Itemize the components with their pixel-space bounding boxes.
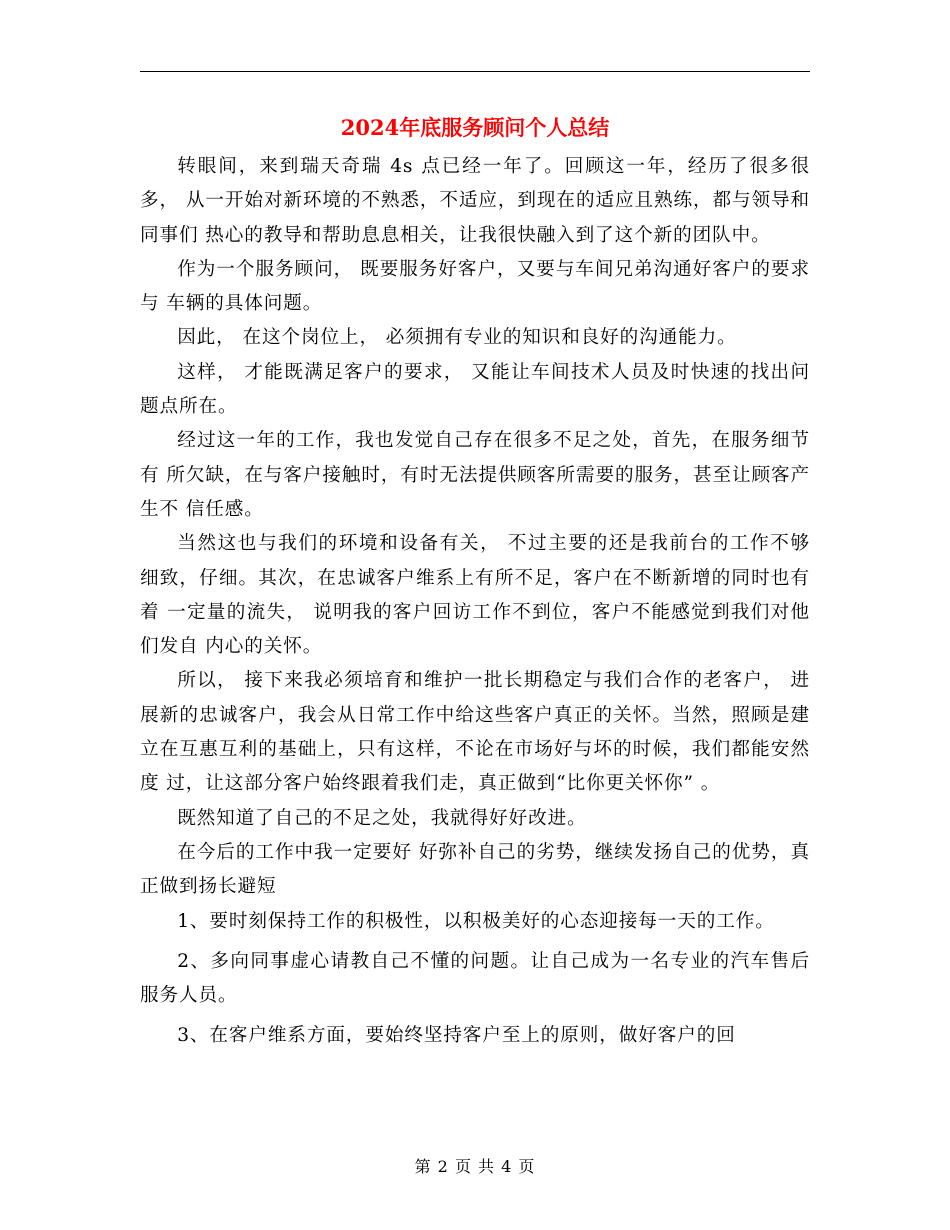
paragraph: 转眼间，来到瑞天奇瑞 4s 点已经一年了。回顾这一年，经历了很多很多， 从一开始对新环境的不熟悉，不适应，到现在的适应且熟练，都与领导和同事们 热心的教导和帮助息息相关，让我很快融入到了这个新的团队中。 <box>140 156 810 246</box>
paragraph: 这样， 才能既满足客户的要求， 又能让车间技术人员及时快速的找出问题点所在。 <box>140 361 810 418</box>
document-title: 2024年底服务顾问个人总结 <box>340 115 610 140</box>
paragraph: 既然知道了自己的不足之处，我就得好好改进。 <box>177 807 587 829</box>
paragraph: 所以， 接下来我必须培育和维护一批长期稳定与我们合作的老客户， 进展新的忠诚客户，我会从日常工作中给这些客户真正的关怀。当然，照顾是建 立在互惠互利的基础上，只有这样，不论在市场好与坏的时候，我们都能安然度 过，让这部分客户始终跟着我们走，真正做到“比你更关怀你” 。 <box>140 670 810 795</box>
paragraph: 因此， 在这个岗位上， 必须拥有专业的知识和良好的沟通能力。 <box>177 327 737 349</box>
list-item: 2、多向同事虚心请教自己不懂的问题。让自己成为一名专业的汽车售后 服务人员。 <box>140 950 810 1007</box>
document-body <box>140 150 810 1054</box>
paragraph: 经过这一年的工作，我也发觉自己存在很多不足之处，首先，在服务细节有 所欠缺，在与客户接触时，有时无法提供顾客所需要的服务，甚至让顾客产生不 信任感。 <box>140 430 810 520</box>
paragraph: 在今后的工作中我一定要好 好弥补自己的劣势，继续发扬自己的优势，真正做到扬长避短 <box>140 841 810 898</box>
list-item: 3、在客户维系方面，要始终坚持客户至上的原则，做好客户的回 <box>177 1025 736 1047</box>
list-item: 1、要时刻保持工作的积极性，以积极美好的心态迎接每一天的工作。 <box>177 910 775 932</box>
paragraph: 作为一个服务顾问， 既要服务好客户，又要与车间兄弟沟通好客户的要求与 车辆的具体问题。 <box>140 258 810 315</box>
paragraph: 当然这也与我们的环境和设备有关， 不过主要的还是我前台的工作不够 细致，仔细。其次，在忠诚客户维系上有所不足，客户在不断新增的同时也有着 一定量的流失， 说明我的客户回访工作不到位，客户不能感觉到我们对他们发自 内心的关怀。 <box>140 533 810 658</box>
header-rule <box>140 71 810 72</box>
page-number: 第 2 页 共 4 页 <box>414 1157 536 1176</box>
